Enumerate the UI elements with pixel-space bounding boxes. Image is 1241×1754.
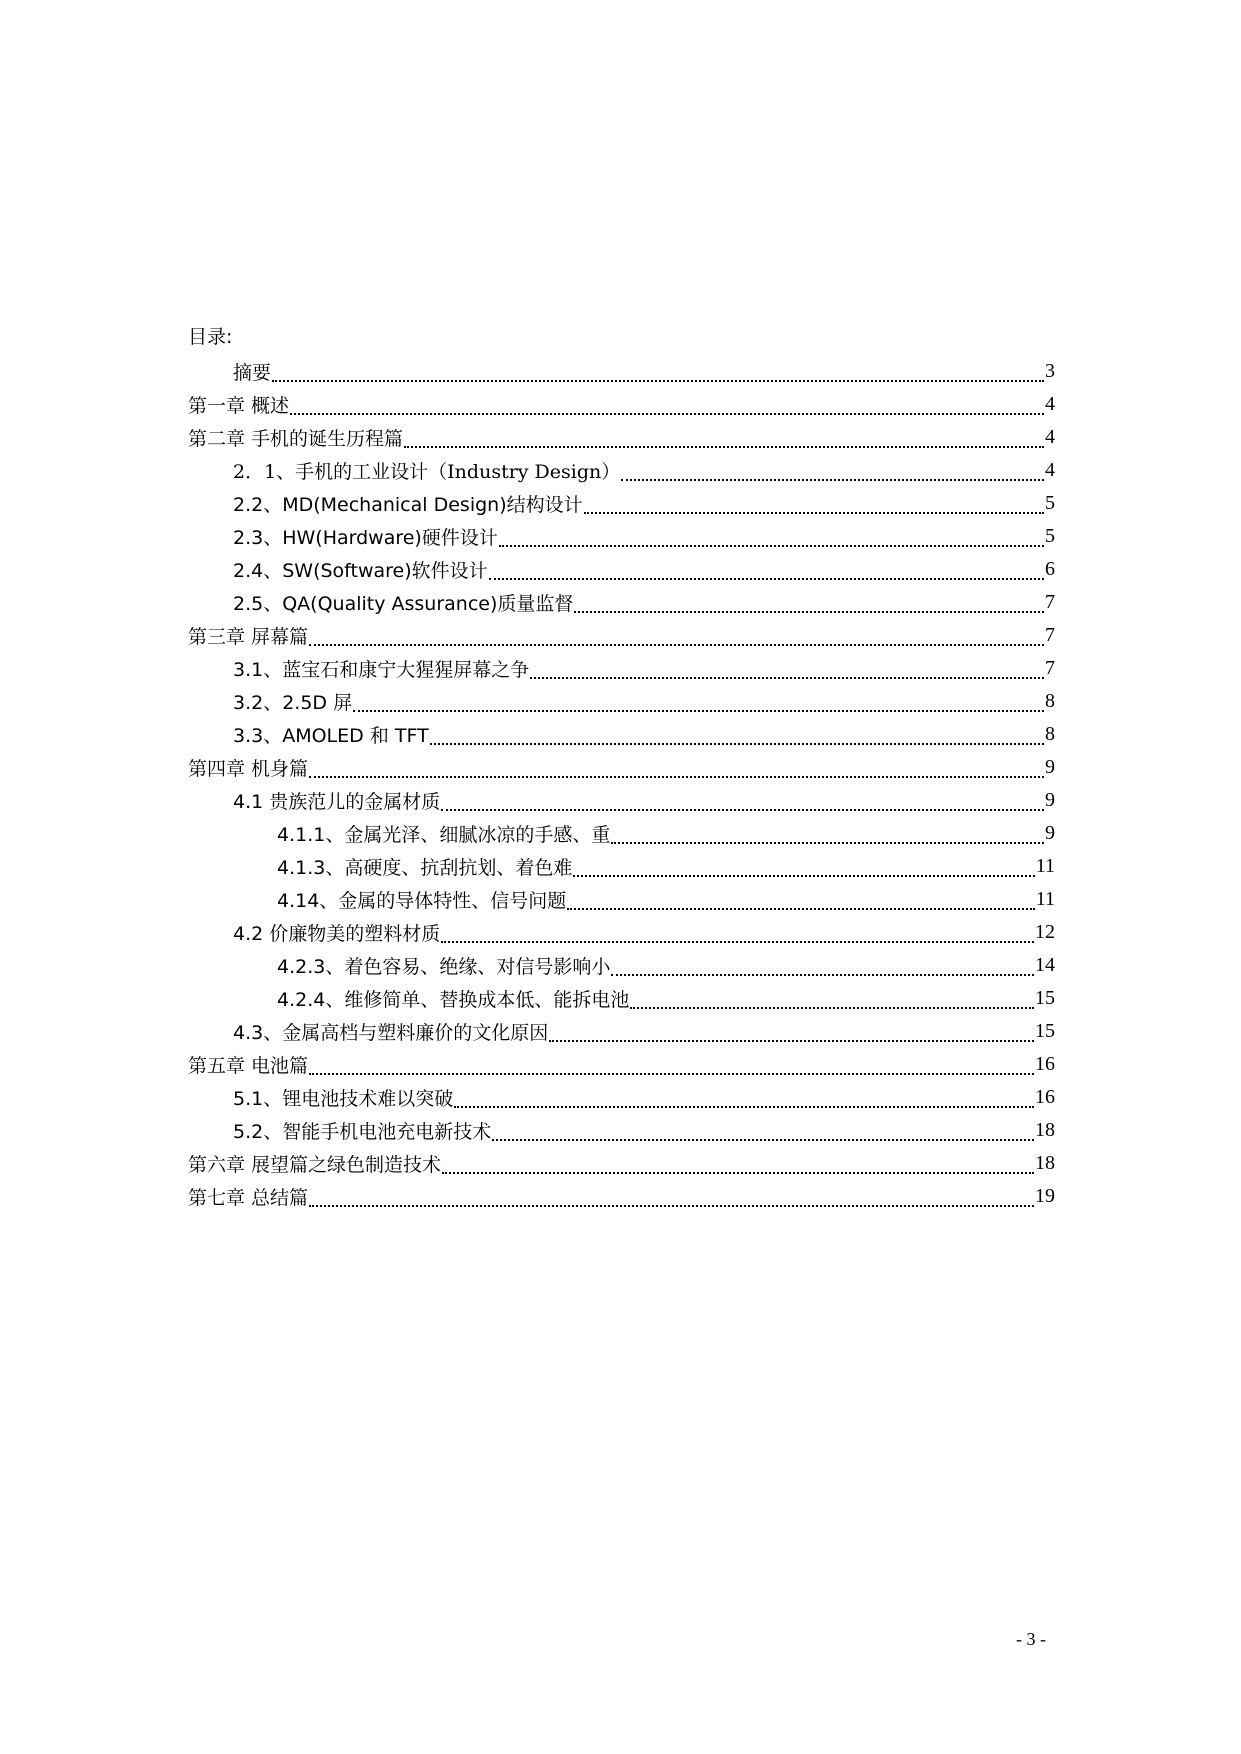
toc-entry-label: 第七章 总结篇 [188,1187,309,1209]
toc-entry-label: 3.3、AMOLED 和 TFT [233,725,429,747]
toc-leader-dots [573,856,1034,877]
toc-entry[interactable] [188,1081,1055,1114]
toc-leader-dots [611,955,1034,976]
toc-leader-dots [430,724,1044,745]
toc-entry-label: 第六章 展望篇之绿色制造技术 [188,1154,442,1176]
toc-entry[interactable] [188,751,1055,784]
toc-entry[interactable] [188,685,1055,718]
toc-entry-page: 3 [1045,360,1055,382]
toc-entry-page: 5 [1045,492,1055,514]
toc-entry[interactable] [188,1048,1055,1081]
toc-entry[interactable] [188,784,1055,817]
toc-entry-page: 16 [1035,1086,1055,1108]
toc-entry[interactable] [188,1114,1055,1147]
toc-leader-dots [574,592,1044,613]
toc-leader-dots [630,988,1034,1009]
toc-entry-label: 3.2、2.5D 屏 [233,692,353,714]
toc-entry-page: 15 [1035,1020,1055,1042]
toc-leader-dots [492,1120,1034,1141]
toc-entry-page: 11 [1035,888,1055,910]
toc-entry-page: 4 [1045,459,1055,481]
toc-entry[interactable] [188,850,1055,883]
toc-entry-page: 4 [1045,393,1055,415]
toc-entry-page: 5 [1045,525,1055,547]
toc-entry-label: 3.1、蓝宝石和康宁大猩猩屏幕之争 [233,659,530,681]
toc-entry-label: 摘要 [233,362,272,384]
toc-entry-page: 9 [1045,822,1055,844]
toc-leader-dots [611,823,1044,844]
toc-entry[interactable] [188,487,1055,520]
toc-entry[interactable] [188,883,1055,916]
toc-leader-dots [353,691,1044,712]
toc-entry-label: 第二章 手机的诞生历程篇 [188,428,404,450]
toc-entry-page: 16 [1035,1053,1055,1075]
toc-entry[interactable] [188,916,1055,949]
toc-entry-label: 4.1.1、金属光泽、细腻冰凉的手感、重 [277,824,611,846]
toc-entry-page: 12 [1035,921,1055,943]
toc-leader-dots [454,1087,1034,1108]
toc-entry[interactable] [188,1180,1055,1213]
toc-entry-label: 4.2.3、着色容易、绝缘、对信号影响小 [277,956,611,978]
toc-entry-label: 4.1 贵族范儿的金属材质 [233,791,441,813]
toc-leader-dots [309,1186,1034,1207]
toc-leader-dots [530,658,1044,679]
toc-entry[interactable] [188,520,1055,553]
toc-entry-page: 6 [1045,558,1055,580]
toc-entry-label: 4.2.4、维修简单、替换成本低、能拆电池 [277,989,630,1011]
toc-entry-page: 7 [1045,657,1055,679]
toc-entry-label: 4.2 价廉物美的塑料材质 [233,923,441,945]
toc-entry-label: 2.4、SW(Software)软件设计 [233,560,488,582]
toc-leader-dots [441,790,1044,811]
toc-leader-dots [584,493,1044,514]
toc-entry[interactable] [188,652,1055,685]
toc-entry-label: 2．1、手机的工业设计（Industry Design） [233,461,621,483]
toc-entry-page: 8 [1045,723,1055,745]
toc-entry-label: 4.3、金属高档与塑料廉价的文化原因 [233,1022,549,1044]
toc-entry-label: 第四章 机身篇 [188,758,309,780]
toc-entry-page: 18 [1035,1119,1055,1141]
toc-entry-label: 第一章 概述 [188,395,290,417]
toc-leader-dots [621,460,1044,481]
toc-entry-label: 2.5、QA(Quality Assurance)质量监督 [233,593,574,615]
toc-entry-page: 9 [1045,789,1055,811]
toc-leader-dots [549,1021,1034,1042]
toc-leader-dots [489,559,1044,580]
toc-entry[interactable] [188,949,1055,982]
toc-leader-dots [290,394,1044,415]
toc-entry-label: 4.14、金属的导体特性、信号问题 [277,890,567,912]
toc-entry-label: 4.1.3、高硬度、抗刮抗划、着色难 [277,857,573,879]
toc-entry-label: 5.1、锂电池技术难以突破 [233,1088,454,1110]
toc-entry-page: 9 [1045,756,1055,778]
toc-entry-page: 18 [1035,1152,1055,1174]
page-number: - 3 - [1016,1629,1046,1649]
toc-entry[interactable] [188,586,1055,619]
toc-entry[interactable] [188,619,1055,652]
toc-entry[interactable] [188,421,1055,454]
toc-entry[interactable] [188,817,1055,850]
toc-leader-dots [309,1054,1034,1075]
toc-leader-dots [442,1153,1034,1174]
toc-leader-dots [567,889,1034,910]
toc-entry[interactable] [188,553,1055,586]
toc-entry-label: 第五章 电池篇 [188,1055,309,1077]
toc-leader-dots [404,427,1044,448]
toc-entry[interactable] [188,355,1055,388]
toc-list [188,355,1055,1213]
toc-entry-label: 第三章 屏幕篇 [188,626,309,648]
toc-entry-page: 7 [1045,624,1055,646]
toc-entry-label: 5.2、智能手机电池充电新技术 [233,1121,492,1143]
toc-entry-label: 2.2、MD(Mechanical Design)结构设计 [233,494,583,516]
toc-entry[interactable] [188,388,1055,421]
toc-entry-label: 2.3、HW(Hardware)硬件设计 [233,527,498,549]
toc-leader-dots [309,757,1044,778]
toc-entry-page: 4 [1045,426,1055,448]
toc-entry[interactable] [188,982,1055,1015]
toc-leader-dots [309,625,1044,646]
toc-entry[interactable] [188,718,1055,751]
toc-entry-page: 11 [1035,855,1055,877]
toc-entry-page: 8 [1045,690,1055,712]
toc-entry-page: 19 [1035,1185,1055,1207]
toc-entry[interactable] [188,1147,1055,1180]
toc-entry[interactable] [188,454,1055,487]
toc-leader-dots [499,526,1044,547]
toc-entry-page: 15 [1035,987,1055,1009]
toc-entry-page: 14 [1035,954,1055,976]
toc-entry-page: 7 [1045,591,1055,613]
toc-leader-dots [272,361,1044,382]
toc-entry[interactable] [188,1015,1055,1048]
toc-title: 目录: [188,326,233,348]
toc-leader-dots [441,922,1034,943]
